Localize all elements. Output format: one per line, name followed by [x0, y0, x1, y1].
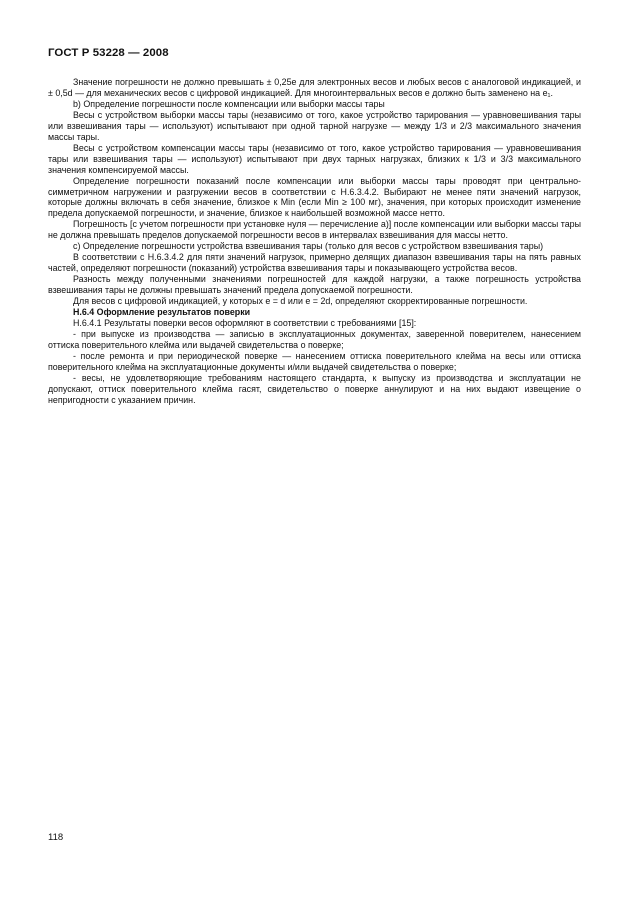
paragraph-error-determination: Определение погрешности показаний после компенсации или выборки массы тары проводят при центрально-симметричном нагружении и разгружении весов в соответствии с Н.6.3.4.2. Выбирают не менее пяти значений нагрузок, которые должны включать в себя значение, близкое к Min (если Min ≥ 100 мг), значения, при которых происходит изменение предела допускаемой погрешности, и значение, близкое к наибольшей возможной массе нетто. — [48, 175, 581, 219]
paragraph-tare-subtraction: Весы с устройством выборки массы тары (независимо от того, какое устройство тарирования — уравновешивания тары или взвешивания тары — используют) испытывают при одной тарной нагрузке — между 1/3 и 2/3 максимального значения массы тары. — [48, 109, 581, 142]
section-heading: Н.6.4 Оформление результатов поверки — [73, 307, 251, 318]
paragraph-results: Н.6.4.1 Результаты поверки весов оформляют в соответствии с требованиями [15]: — [73, 317, 417, 328]
paragraph-difference: Разность между полученными значениями погрешностей для каждой нагрузки, а также погрешность устройства взвешивания тары не должны превышать значений предела допускаемой погрешности. — [48, 274, 581, 296]
paragraph-digital-indication: Для весов с цифровой индикацией, у которых e = d или e = 2d, определяют скорректированные погрешности. — [73, 296, 528, 307]
list-item-repair: - после ремонта и при периодической поверке — нанесением оттиска поверительного клейма на весы или оттиска поверительного клейма на эксплуатационные документы и/или выдачей свидетельства о поверке; — [48, 350, 581, 372]
paragraph-tolerance: Значение погрешности не должно превышать ± 0,25e для электронных весов и любых весов с аналоговой индикацией, и ± 0,5d — для механических весов с цифровой индикацией. Для многоинтервальных весов e должно быть заменено на e₁. — [48, 77, 581, 98]
paragraph-tare-compensation: Весы с устройством компенсации массы тары (независимо от того, какое устройство тарирования — уравновешивания тары или взвешивания тары — используют) испытывают при двух тарных нагрузках, близких к 1/3 и 3/3 максимального значения компенсируемой массы. — [48, 142, 581, 175]
paragraph-item-b: b) Определение погрешности после компенсации или выборки массы тары — [73, 98, 385, 109]
paragraph-five-loads: В соответствии с Н.6.3.4.2 для пяти значений нагрузок, примерно делящих диапазон взвешивания тары на пять равных частей, определяют погрешности (показаний) устройства взвешивания тары и показывающего устройства весов. — [48, 252, 581, 274]
list-item-rejected: - весы, не удовлетворяющие требованиям настоящего стандарта, к выпуску из производства и эксплуатации не допускают, оттиск поверительного клейма гасят, свидетельство о поверке аннулируют и на них выдают извещение о непригодности с указанием причин. — [48, 372, 581, 405]
paragraph-error-limit: Погрешность [с учетом погрешности при установке нуля — перечисление а)] после компенсации или выборки массы тары не должна превышать пределов допускаемой погрешности весов в интервалах взвешивания для массы нетто. — [48, 219, 581, 241]
list-item-production: - при выпуске из производства — записью в эксплуатационных документах, заверенной поверителем, нанесением оттиска поверительного клейма или выдачей свидетельства о поверке; — [48, 328, 581, 350]
document-body — [48, 77, 581, 406]
paragraph-item-c: с) Определение погрешности устройства взвешивания тары (только для весов с устройством взвешивания тары) — [73, 241, 544, 252]
document-header: ГОСТ Р 53228 — 2008 — [48, 47, 169, 59]
page-number: 118 — [48, 832, 64, 843]
